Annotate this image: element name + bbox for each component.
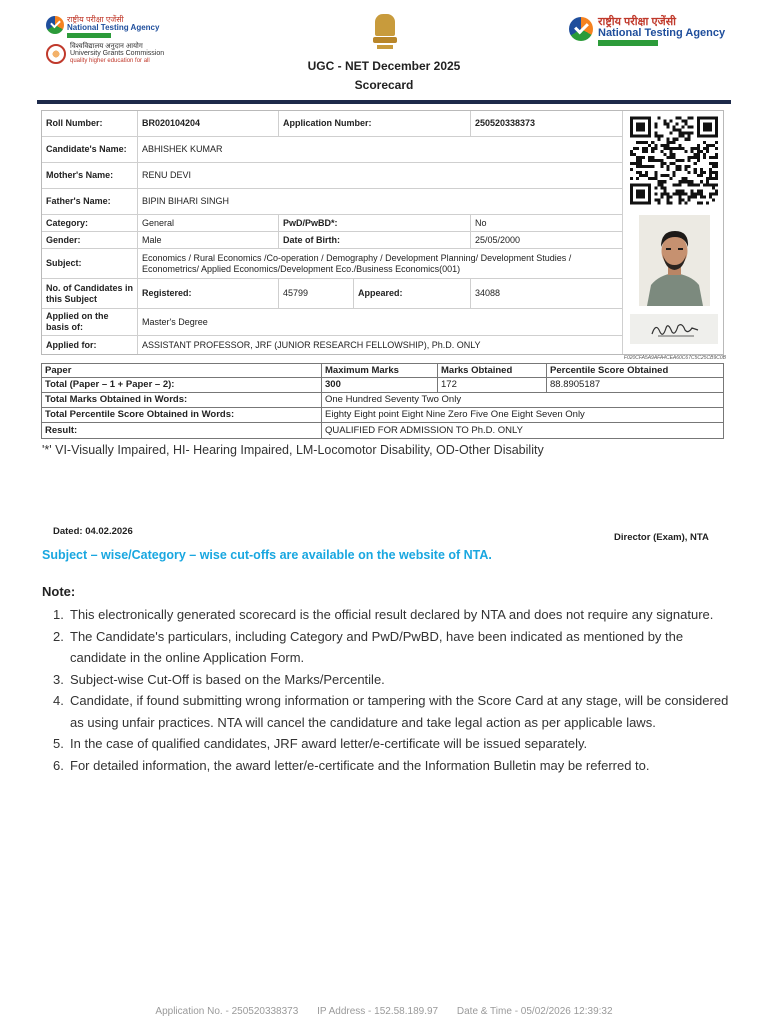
header-divider	[37, 100, 731, 104]
candidate-name-label: Candidate's Name:	[42, 137, 138, 163]
registered-label: Registered:	[138, 279, 279, 309]
nta-small-tagline-bar	[67, 33, 111, 38]
mother-name-value: RENU DEVI	[138, 163, 623, 189]
page-footer	[0, 1006, 768, 1017]
subject-label: Subject:	[42, 249, 138, 279]
cutoff-notice: Subject – wise/Category – wise cut-offs are available on the website of NTA.	[42, 548, 492, 562]
applied-basis-label: Applied on the basis of:	[42, 309, 138, 336]
marks-header-maximum: Maximum Marks	[322, 364, 438, 378]
father-name-value: BIPIN BIHARI SINGH	[138, 189, 623, 215]
percentile-value: 88.8905187	[547, 378, 723, 393]
page-subtitle: Scorecard	[354, 78, 414, 92]
gender-value: Male	[138, 232, 279, 249]
nta-logo-large	[569, 14, 739, 48]
pwd-label: PwD/PwBD*:	[279, 215, 471, 232]
note-item: 6. For detailed information, the award letter/e-certificate and the Information Bulletin may be referred to.	[53, 757, 650, 773]
ugc-tagline: quality higher education for all	[70, 58, 150, 64]
footer-datetime: Date & Time - 05/02/2026 12:39:32	[456, 1006, 613, 1017]
applied-for-value: ASSISTANT PROFESSOR, JRF (JUNIOR RESEARCH FELLOWSHIP), Ph.D. ONLY	[138, 336, 623, 354]
document-header	[0, 0, 768, 104]
marks-words-label: Total Marks Obtained in Words:	[42, 393, 322, 408]
appeared-label: Appeared:	[354, 279, 471, 309]
qr-code-icon	[630, 113, 718, 208]
nta-check-icon	[46, 16, 64, 34]
nta-logo-small	[46, 14, 166, 40]
applied-basis-value: Master's Degree	[138, 309, 623, 336]
marks-header-obtained: Marks Obtained	[438, 364, 547, 378]
total-paper-label: Total (Paper – 1 + Paper – 2):	[42, 378, 322, 393]
nta-large-tagline-bar	[598, 40, 658, 46]
appeared-value: 34088	[471, 279, 623, 309]
roll-number-label: Roll Number:	[42, 111, 138, 137]
director-signature-label: Director (Exam), NTA	[614, 532, 709, 543]
national-emblem-icon	[373, 14, 397, 54]
reference-code: F020CFA5A9AFA4CEA60C67C5C25CB9C0B	[623, 355, 726, 361]
marks-words-value: One Hundred Seventy Two Only	[322, 393, 723, 408]
max-marks-value: 300	[322, 378, 438, 393]
dob-value: 25/05/2000	[471, 232, 623, 249]
notes-list	[53, 604, 730, 776]
father-name-label: Father's Name:	[42, 189, 138, 215]
candidate-photo	[639, 215, 710, 306]
disability-legend: '*' VI-Visually Impaired, HI- Hearing Impaired, LM-Locomotor Disability, OD-Other Disability	[42, 443, 544, 457]
application-number-label: Application Number:	[279, 111, 471, 137]
subject-value: Economics / Rural Economics /Co-operation / Demography / Development Planning/ Development Studies / Econometrics/ Applied Economics/Development Eco./Business Economics(001)	[138, 249, 623, 279]
percentile-words-label: Total Percentile Score Obtained in Words:	[42, 408, 322, 423]
ugc-english: University Grants Commission	[70, 50, 165, 57]
pwd-value: No	[471, 215, 623, 232]
dob-label: Date of Birth:	[279, 232, 471, 249]
result-value: QUALIFIED FOR ADMISSION TO Ph.D. ONLY	[325, 424, 523, 436]
applied-for-label: Applied for:	[42, 336, 138, 354]
ugc-hindi: विश्वविद्यालय अनुदान आयोग	[70, 43, 143, 50]
category-value: General	[138, 215, 279, 232]
nta-small-hindi: राष्ट्रीय परीक्षा एजेंसी	[67, 15, 124, 24]
nta-small-english: National Testing Agency	[67, 23, 160, 32]
category-label: Category:	[42, 215, 138, 232]
note-item: 3. Subject-wise Cut-Off is based on the Marks/Percentile.	[53, 671, 385, 687]
note-item: 2. The Candidate's particulars, including Category and PwD/PwBD, have been indicated as mentioned by the candidate in the online Application Form.	[53, 628, 684, 665]
dated-text: Dated: 04.02.2026	[53, 526, 133, 537]
footer-application-no: Application No. - 250520338373	[155, 1006, 299, 1017]
roll-number-value: BR020104204	[138, 111, 279, 137]
candidate-name-value: ABHISHEK KUMAR	[138, 137, 623, 163]
marks-table	[41, 363, 724, 439]
mother-name-label: Mother's Name:	[42, 163, 138, 189]
marks-obtained-value: 172	[438, 378, 547, 393]
application-number-value: 250520338373	[471, 111, 623, 137]
candidates-count-label: No. of Candidates in this Subject	[42, 279, 138, 309]
gender-label: Gender:	[42, 232, 138, 249]
marks-header-paper: Paper	[42, 364, 322, 378]
nta-large-english: National Testing Agency	[598, 27, 726, 39]
footer-ip-address: IP Address - 152.58.189.97	[317, 1006, 439, 1017]
candidate-signature	[630, 314, 718, 344]
page-title: UGC - NET December 2025	[307, 59, 461, 73]
note-item: 5. In the case of qualified candidates, JRF award letter/e-certificate will be issued separately.	[53, 736, 588, 751]
nta-check-icon	[569, 17, 593, 41]
marks-header-percentile: Percentile Score Obtained	[547, 364, 723, 378]
note-heading: Note:	[42, 584, 76, 599]
note-item: 1. This electronically generated scorecard is the official result declared by NTA and does not require any signature.	[53, 607, 714, 622]
result-label: Result:	[42, 423, 322, 438]
candidate-details-table	[41, 110, 724, 355]
nta-large-hindi: राष्ट्रीय परीक्षा एजेंसी	[598, 16, 676, 28]
note-item: 4. Candidate, if found submitting wrong information or tampering with the Score Card at any stage, will be considered as using unfair practices. NTA will cancel the candidature and take legal action as per applicable laws.	[53, 693, 729, 730]
percentile-words-value: Eighty Eight point Eight Nine Zero Five One Eight Seven Only	[322, 408, 723, 423]
registered-value: 45799	[279, 279, 354, 309]
